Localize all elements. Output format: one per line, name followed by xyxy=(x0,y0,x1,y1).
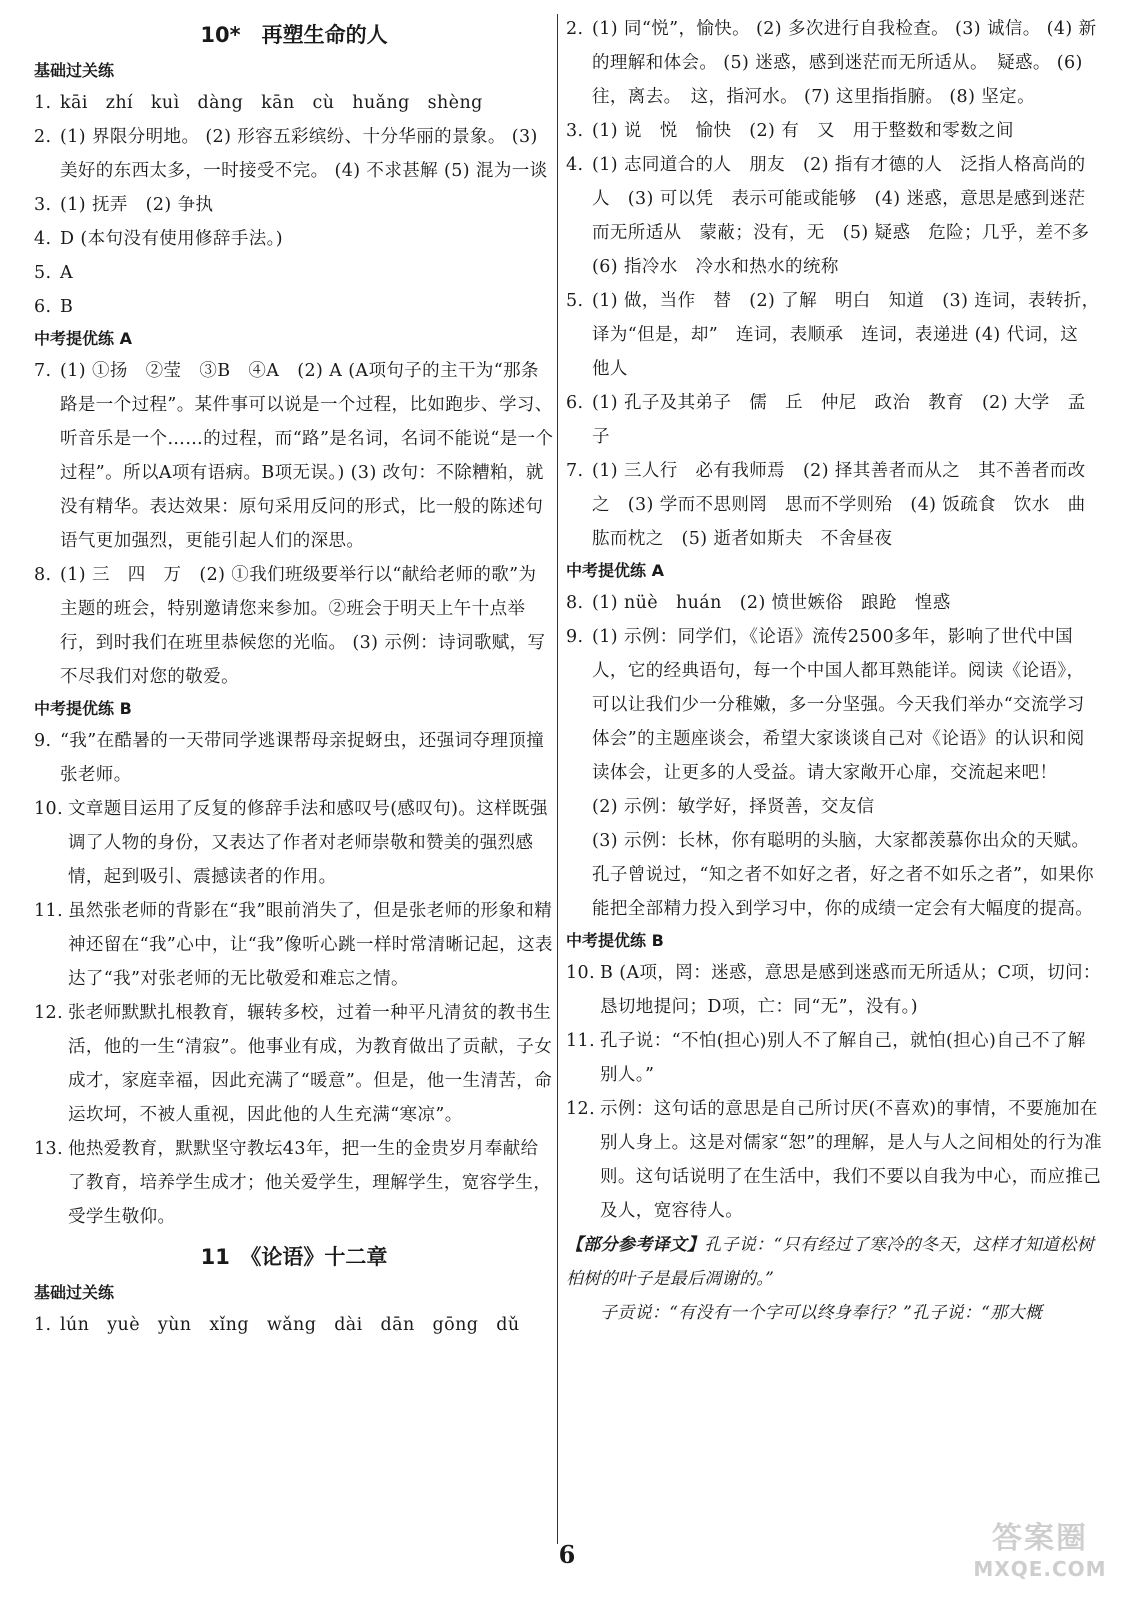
item-number: 8. xyxy=(34,565,52,585)
answer-item xyxy=(566,620,1102,790)
answer-item xyxy=(34,188,554,222)
item-number: 7. xyxy=(34,361,52,381)
answer-item xyxy=(566,586,1102,620)
item-text: (1) 三人行 必有我师焉 (2) 择其善者而从之 其不善者而改之 (3) 学而不思则罔 思而不学则殆 (4) 饭疏食 饮水 曲肱而枕之 (5) 逝者如斯夫 不舍昼夜 xyxy=(592,461,1086,549)
answer-item xyxy=(34,792,554,894)
item-number: 5. xyxy=(566,291,584,311)
item-text: (2) 示例：敏学好，择贤善，交友信 xyxy=(592,797,875,817)
answer-item xyxy=(566,12,1102,114)
answer-item xyxy=(566,1024,1102,1092)
watermark-line-1: 答案圈 xyxy=(992,1521,1088,1556)
item-text: (1) 三 四 万 (2) ①我们班级要举行以“献给老师的歌”为主题的班会，特别邀请您来参加。②班会于明天上午十点举行，到时我们在班里恭候您的光临。 (3) 示例：诗词歌赋，写不尽我们对您的敬爱。 xyxy=(60,565,546,687)
column-divider xyxy=(557,14,558,1544)
item-text: 张老师默默扎根教育，辗转多校，过着一种平凡清贫的教书生活，他的一生“清寂”。他事业有成，为教育做出了贡献，子女成才，家庭幸福，因此充满了“暖意”。但是，他一生清苦，命运坎坷，不被人重视，因此他的人生充满“寒凉”。 xyxy=(68,1003,553,1125)
answer-item xyxy=(34,256,554,290)
item-text: (1) 说 悦 愉快 (2) 有 又 用于整数和零数之间 xyxy=(592,121,1014,141)
answer-item xyxy=(566,454,1102,556)
item-text: (3) 示例：长林，你有聪明的头脑，大家都羡慕你出众的天赋。孔子曾说过，“知之者不如好之者，好之者不如乐之者”，如果你能把全部精力投入到学习中，你的成绩一定会有大幅度的提高。 xyxy=(592,831,1094,919)
answer-item xyxy=(34,86,554,120)
item-number: 11. xyxy=(566,1031,596,1051)
item-number: 5. xyxy=(34,263,52,283)
watermark-line-2: MXQE.COM xyxy=(973,1557,1107,1581)
item-number: 6. xyxy=(566,393,584,413)
item-number: 7. xyxy=(566,461,584,481)
item-number: 4. xyxy=(34,229,52,249)
item-text: 文章题目运用了反复的修辞手法和感叹号(感叹句)。这样既强调了人物的身份，又表达了作者对老师崇敬和赞美的强烈感情，起到吸引、震撼读者的作用。 xyxy=(68,799,548,887)
item-text: (1) nüè huán (2) 愤世嫉俗 踉跄 惶惑 xyxy=(592,593,951,613)
item-text: (1) 志同道合的人 朋友 (2) 指有才德的人 泛指人格高尚的人 (3) 可以凭 表示可能或能够 (4) 迷惑，意思是感到迷茫而无所适从 蒙蔽；没有，无 (5) 疑惑 危险；几乎，差不多 (6) 指冷水 冷水和热水的统称 xyxy=(592,155,1108,277)
section-heading: 中考提优练 A xyxy=(566,561,664,580)
item-number: 1. xyxy=(34,93,52,113)
answer-item xyxy=(34,558,554,694)
item-text: (1) 同“悦”，愉快。 (2) 多次进行自我检查。 (3) 诚信。 (4) 新的理解和体会。 (5) 迷惑，感到迷茫而无所适从。 疑惑。 (6) 往，离去。 这，指河水。 (7) 这里指指腑。 (8) 坚定。 xyxy=(592,19,1097,107)
item-text: (1) 界限分明地。 (2) 形容五彩缤纷、十分华丽的景象。 (3) 美好的东西太多，一时接受不完。 (4) 不求甚解 (5) 混为一谈 xyxy=(60,127,548,181)
item-number: 2. xyxy=(34,127,52,147)
item-number: 10. xyxy=(34,799,64,819)
answer-item xyxy=(566,386,1102,454)
reference-translation xyxy=(566,1228,1102,1296)
item-number: 3. xyxy=(566,121,584,141)
item-text: “我”在酷暑的一天带同学逃课帮母亲捉蚜虫，还强词夺理顶撞张老师。 xyxy=(60,731,545,785)
item-text: kāi zhí kuì dàng kān cù huǎng shèng xyxy=(60,93,483,113)
item-number: 9. xyxy=(566,627,584,647)
answer-item xyxy=(34,290,554,324)
item-text: (1) 抚弄 (2) 争执 xyxy=(60,195,214,215)
section-heading: 基础过关练 xyxy=(34,1283,115,1302)
reference-translation-cont: 子贡说：“有没有一个字可以终身奉行？”孔子说：“那大概 xyxy=(600,1303,1043,1323)
item-text: (1) 做，当作 替 (2) 了解 明白 知道 (3) 连词，表转折，译为“但是，却” 连词，表顺承 连词，表递进 (4) 代词，这 他人 xyxy=(592,291,1100,379)
answer-item xyxy=(34,354,554,558)
item-number: 4. xyxy=(566,155,584,175)
item-number: 1. xyxy=(34,1315,52,1335)
right-column xyxy=(566,12,1108,1330)
watermark-logo xyxy=(960,1522,1120,1592)
item-text: 他热爱教育，默默坚守教坛43年，把一生的金贵岁月奉献给了教育，培养学生成才；他关爱学生，理解学生，宽容学生，受学生敬仰。 xyxy=(68,1139,552,1227)
answer-item xyxy=(34,1132,554,1234)
answer-item xyxy=(34,724,554,792)
section-heading: 中考提优练 B xyxy=(34,699,132,718)
section-heading: 中考提优练 A xyxy=(34,329,132,348)
item-number: 12. xyxy=(34,1003,64,1023)
answer-item xyxy=(566,148,1108,284)
answer-item xyxy=(566,956,1102,1024)
item-text: D (本句没有使用修辞手法。) xyxy=(60,229,283,249)
translation-label: 【部分参考译文】 xyxy=(566,1235,705,1255)
answer-item xyxy=(34,1308,554,1342)
answer-item-continued xyxy=(566,790,1102,824)
item-number-blank xyxy=(566,824,592,926)
item-text: (1) 孔子及其弟子 儒 丘 仲尼 政治 教育 (2) 大学 孟子 xyxy=(592,393,1086,447)
item-number: 11. xyxy=(34,901,64,921)
translation-text: 孔子说：“只有经过了寒冷的冬天，这样才知道松树柏树的叶子是最后凋谢的。” xyxy=(566,1235,1094,1289)
section-heading: 中考提优练 B xyxy=(566,931,664,950)
answer-item xyxy=(566,284,1102,386)
answer-item xyxy=(566,114,1102,148)
item-number: 6. xyxy=(34,297,52,317)
section-heading: 基础过关练 xyxy=(34,61,115,80)
lesson-title: 11 《论语》十二章 xyxy=(200,1245,388,1269)
lesson-title: 10* 再塑生命的人 xyxy=(200,23,388,47)
item-text: 孔子说：“不怕(担心)别人不了解自己，就怕(担心)自己不了解别人。” xyxy=(600,1031,1086,1085)
item-number-blank xyxy=(566,790,592,824)
item-number: 12. xyxy=(566,1099,596,1119)
item-number: 13. xyxy=(34,1139,64,1159)
page-number: 6 xyxy=(558,1540,576,1569)
answer-item xyxy=(34,996,554,1132)
item-number: 10. xyxy=(566,963,596,983)
answer-item xyxy=(34,120,554,188)
item-text: 示例：这句话的意思是自己所讨厌(不喜欢)的事情，不要施加在别人身上。这是对儒家“恕”的理解，是人与人之间相处的行为准则。这句话说明了在生活中，我们不要以自我为中心，而应推己及人，宽容待人。 xyxy=(600,1099,1102,1221)
item-text: lún yuè yùn xǐng wǎng dài dān gōng dǔ xyxy=(60,1315,520,1335)
item-text: 虽然张老师的背影在“我”眼前消失了，但是张老师的形象和精神还留在“我”心中，让“我”像听心跳一样时常清晰记起，这表达了“我”对张老师的无比敬爱和难忘之情。 xyxy=(68,901,553,989)
left-column xyxy=(34,12,554,1342)
answer-item xyxy=(34,894,554,996)
item-number: 9. xyxy=(34,731,52,751)
item-number: 3. xyxy=(34,195,52,215)
answer-item xyxy=(34,222,554,256)
answer-item-continued xyxy=(566,824,1102,926)
item-number: 8. xyxy=(566,593,584,613)
answer-item xyxy=(566,1092,1102,1228)
item-number: 2. xyxy=(566,19,584,39)
item-text: B (A项，罔：迷惑，意思是感到迷惑而无所适从；C项，切问：恳切地提问；D项，亡：同“无”，没有。) xyxy=(600,963,1101,1017)
item-text: (1) 示例：同学们，《论语》流传2500多年，影响了世代中国人，它的经典语句，每一个中国人都耳熟能详。阅读《论语》，可以让我们少一分稚嫩，多一分坚强。今天我们举办“交流学习体会”的主题座谈会，希望大家谈谈自己对《论语》的认识和阅读体会，让更多的人受益。请大家敞开心扉，交流起来吧！ xyxy=(592,627,1085,783)
item-text: (1) ①扬 ②莹 ③B ④A (2) A (A项句子的主干为“那条路是一个过程”。某件事可以说是一个过程，比如跑步、学习、听音乐是一个……的过程，而“路”是名词，名词不能说“是一个过程”。所以A项有语病。B项无误。) (3) 改句：不除糟粕，就没有精华。表达效果：原句采用反问的形式，比一般的陈述句语气更加强烈，更能引起人们的深思。 xyxy=(60,361,554,551)
item-text: B xyxy=(60,297,74,317)
item-text: A xyxy=(60,263,74,283)
